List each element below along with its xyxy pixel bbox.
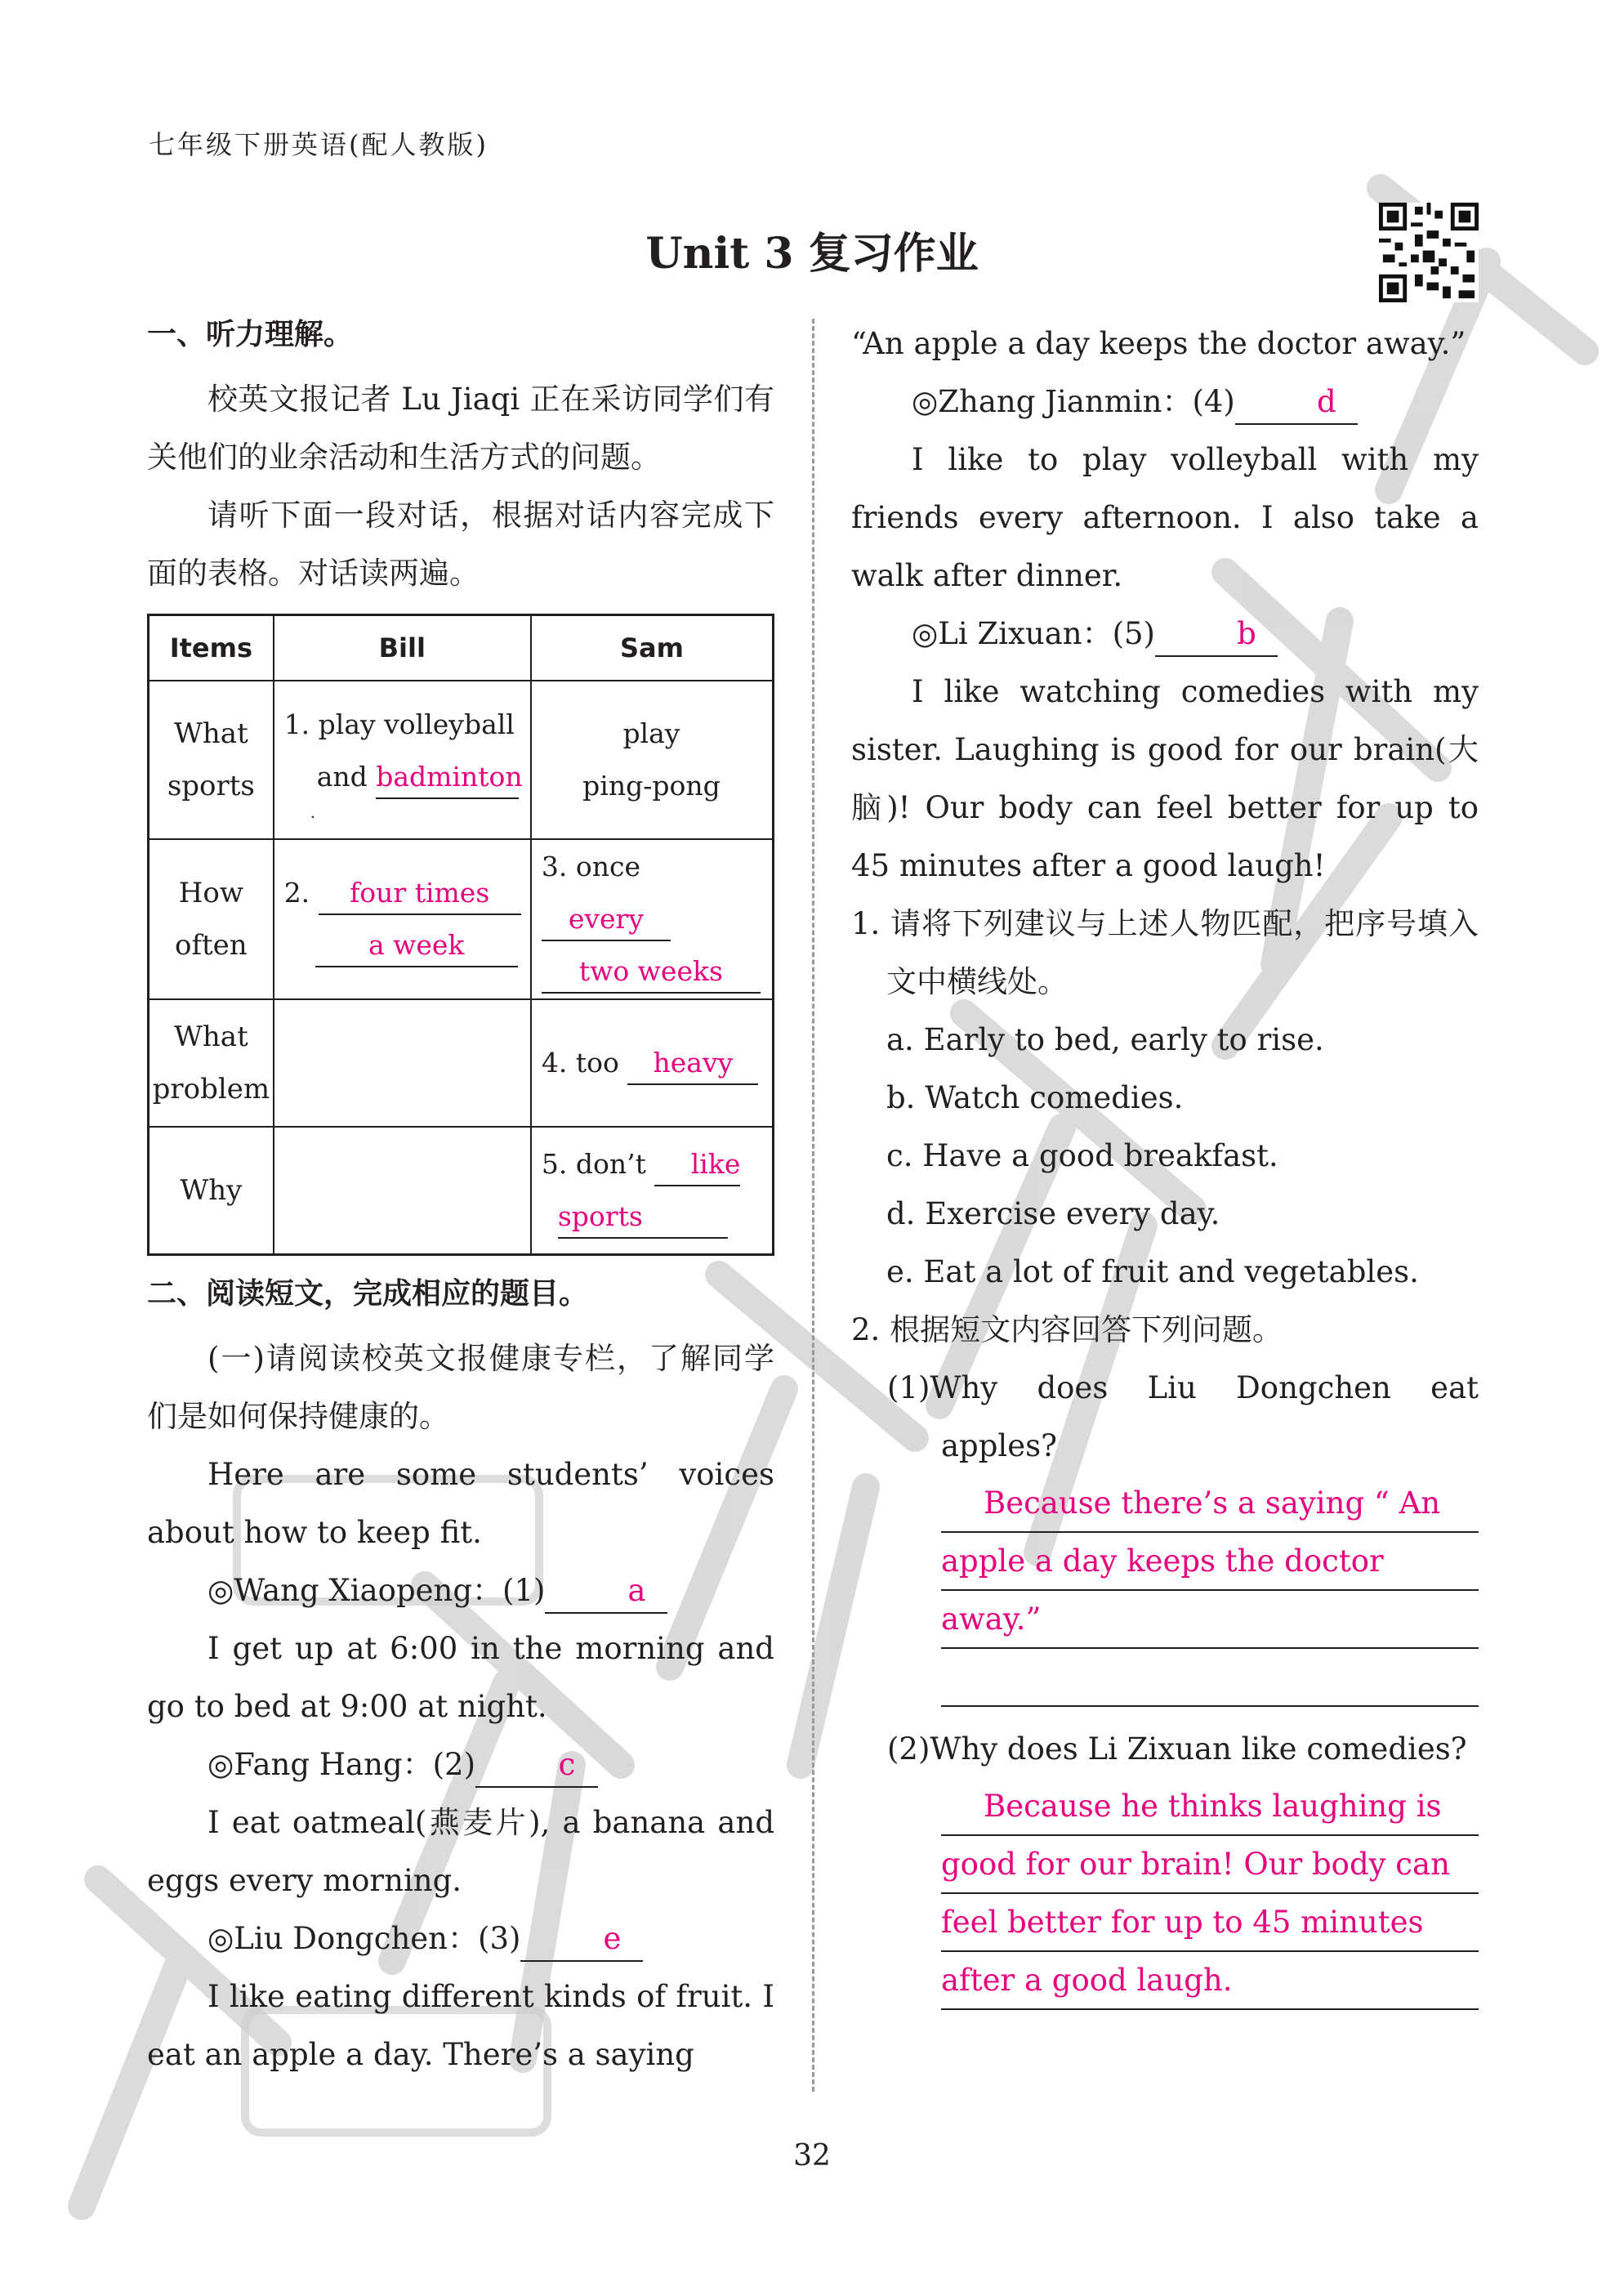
column-divider (812, 319, 814, 2092)
right-column (851, 315, 1479, 2010)
answer-line[interactable]: after a good laugh. (941, 1952, 1479, 2010)
page-title: Unit 3 复习作业 (645, 229, 979, 279)
listening-table (147, 614, 774, 1256)
question-2-2: (2)Why does Li Zixuan like comedies? (887, 1731, 1467, 1767)
answer-line[interactable]: feel better for up to 45 minutes (941, 1894, 1479, 1952)
table-header: Sam (531, 615, 774, 681)
voice-name: ◎Wang Xiaopeng：(1) (207, 1572, 546, 1608)
cell-text: 4. too (541, 1047, 619, 1079)
voice-text: I get up at 6:00 in the morning and go to bed at 9:00 at night. (147, 1630, 774, 1724)
option-e: e. Eat a lot of fruit and vegetables. (886, 1254, 1419, 1289)
table-header-row (149, 615, 774, 681)
cell-text: and (316, 761, 368, 793)
qr-code-icon[interactable] (1379, 203, 1479, 302)
listening-instruction: 请听下面一段对话，根据对话内容完成下面的表格。对话读两遍。 (147, 498, 774, 591)
row-label-line: sports (167, 770, 255, 802)
table-row (149, 839, 774, 999)
table-header: Items (149, 615, 274, 681)
row-label-line: often (174, 929, 248, 962)
answer-blank[interactable]: a week (315, 925, 518, 967)
cell-text: 1. play volleyball (283, 708, 515, 740)
answer-blank[interactable]: c (475, 1744, 598, 1788)
answer-blank[interactable]: sports (558, 1196, 728, 1239)
option-a: a. Early to bed, early to rise. (886, 1022, 1324, 1057)
row-label-line: What (173, 717, 248, 750)
answer-area-2-2[interactable] (941, 1778, 1479, 2010)
answer-blank[interactable]: two weeks (542, 951, 761, 994)
option-d: d. Exercise every day. (886, 1196, 1220, 1231)
question-1-stem: 1. 请将下列建议与上述人物匹配，把序号填入文中横线处。 (851, 906, 1479, 999)
table-row (149, 999, 774, 1127)
table-row (149, 681, 774, 839)
answer-line[interactable]: good for our brain! Our body can (941, 1836, 1479, 1894)
cell-text: . (310, 802, 316, 822)
voice-prefix (147, 1735, 774, 1793)
answer-blank[interactable]: a (545, 1570, 667, 1614)
row-label: Why (149, 1127, 274, 1254)
answer-line[interactable]: away.” (941, 1591, 1479, 1649)
row-label (149, 839, 274, 999)
answer-blank[interactable]: badminton (376, 757, 519, 799)
voice-prefix (147, 1910, 774, 1968)
row-label (149, 999, 274, 1127)
book-header: 七年级下册英语(配人教版) (149, 129, 489, 160)
answer-area-2-1[interactable] (941, 1475, 1479, 1707)
answer-blank[interactable]: like (654, 1144, 740, 1186)
cell-text: ping-pong (582, 770, 721, 802)
question-2-stem: 2. 根据短文内容回答下列问题。 (851, 1312, 1283, 1347)
answer-blank[interactable]: b (1155, 613, 1278, 657)
table-header: Bill (274, 615, 531, 681)
voice-text: I like watching comedies with my sister. Laughing is good for our brain(大脑)! Our body can feel better for up to 45 minutes after a good laugh! (851, 674, 1479, 883)
answer-blank[interactable]: d (1235, 381, 1358, 425)
table-cell (274, 1127, 531, 1254)
question-2-1: (1)Why does Liu Dongchen eat apples? (887, 1370, 1479, 1463)
cell-text (284, 751, 529, 803)
answer-blank[interactable]: four times (319, 873, 521, 915)
cell-text (542, 945, 771, 998)
row-label (149, 681, 274, 839)
option-b: b. Watch comedies. (886, 1080, 1184, 1115)
table-cell (531, 1127, 774, 1254)
voice-text: I like eating different kinds of fruit. I eat an apple a day. There’s a saying (147, 1978, 774, 2072)
left-column (147, 315, 774, 2084)
voice-name: ◎Zhang Jianmin：(4) (912, 384, 1235, 419)
table-cell (274, 999, 531, 1127)
cell-text: 5. don’t (541, 1147, 646, 1180)
listening-intro: 校英文报记者 Lu Jiaqi 正在采访同学们有关他们的业余活动和生活方式的问题。 (147, 382, 774, 475)
voice-text: I like to play volleyball with my friends every afternoon. I also take a walk after dinner. (851, 442, 1479, 593)
row-label-line: How (178, 877, 243, 909)
voice-prefix (851, 373, 1479, 431)
answer-line[interactable]: Because he thinks laughing is (941, 1778, 1479, 1836)
table-cell (531, 681, 774, 839)
cell-text (284, 919, 529, 972)
table-cell (531, 839, 774, 999)
voice-text-continued: “An apple a day keeps the doctor away.” (851, 326, 1466, 361)
table-cell (274, 681, 531, 839)
cell-text (542, 841, 771, 945)
section-heading-listening: 一、听力理解。 (147, 318, 354, 351)
table-row (149, 1127, 774, 1254)
voice-name: ◎Li Zixuan：(5) (912, 616, 1155, 651)
cell-text (542, 1190, 771, 1243)
option-c: c. Have a good breakfast. (886, 1138, 1278, 1173)
reading-lead: Here are some students’ voices about how to keep fit. (147, 1456, 774, 1550)
page-number: 32 (793, 2139, 831, 2173)
table-cell (531, 999, 774, 1127)
answer-blank[interactable]: e (520, 1918, 643, 1962)
answer-blank[interactable]: every (542, 899, 671, 941)
reading-intro: (一)请阅读校英文报健康专栏，了解同学们是如何保持健康的。 (147, 1340, 774, 1434)
voice-prefix (147, 1561, 774, 1619)
answer-line[interactable]: Because there’s a saying “ An (941, 1475, 1479, 1533)
section-heading-reading: 二、阅读短文，完成相应的题目。 (147, 1276, 589, 1311)
row-label-line: problem (152, 1073, 270, 1106)
answer-line[interactable] (941, 1649, 1479, 1707)
cell-text: 2. (283, 877, 310, 909)
cell-text (284, 867, 529, 919)
table-cell (274, 839, 531, 999)
cell-text (542, 1138, 771, 1190)
cell-text (542, 1037, 771, 1089)
row-label-line: What (173, 1021, 248, 1053)
voice-name: ◎Liu Dongchen：(3) (207, 1920, 521, 1956)
answer-line[interactable]: apple a day keeps the doctor (941, 1533, 1479, 1591)
cell-text: play (622, 717, 680, 749)
answer-blank[interactable]: heavy (627, 1043, 758, 1085)
cell-text: 3. once (541, 851, 640, 882)
voice-name: ◎Fang Hang：(2) (207, 1746, 476, 1782)
voice-text: I eat oatmeal(燕麦片), a banana and eggs every morning. (147, 1804, 774, 1898)
voice-prefix (851, 605, 1479, 663)
